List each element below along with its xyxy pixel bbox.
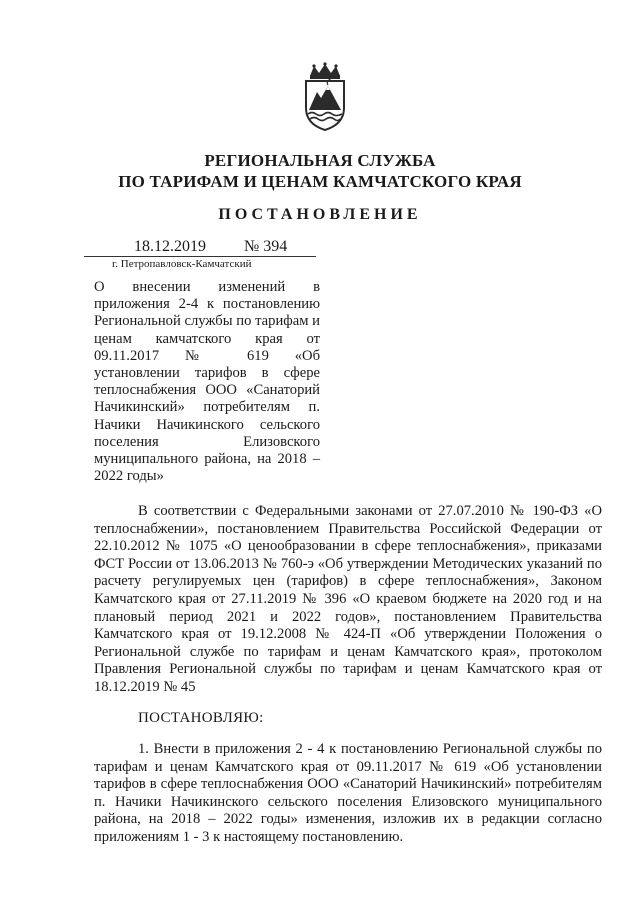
org-name-line1: РЕГИОНАЛЬНАЯ СЛУЖБА (204, 151, 436, 170)
city-label: г. Петропавловск-Камчатский (112, 258, 252, 270)
preamble-paragraph: В соответствии с Федеральными законами от 27.07.2010 № 190-ФЗ «О теплоснабжении», постановлением Правительства Российской Федерации от 22.10.2012 № 1075 «О ценообразовании в сфере теплоснабжения», приказами ФСТ России от 13.06.2013 № 760-э «Об утверждении Методических указаний по расчету регулируемых цен (тарифов) в сфере теплоснабжения», Законом Камчатского края от 27.11.2019 № 396 «О краевом бюджете на 2020 год и на плановый период 2021 и 2022 годов», постановлением Правительства Камчатского края от 19.12.2008 № 424-П «Об утверждении Положения о Региональной службе по тарифам и ценам Камчатского края», протоколом Правления Региональной службы по тарифам и ценам Камчатского края от 18.12.2019 № 45 (94, 503, 602, 695)
document-subject: О внесении изменений в приложения 2-4 к постановлению Региональной службы по тарифам и ценам камчатского края от 09.11.2017 № 619 «Об установлении тарифов в сфере теплоснабжения ООО «Санаторий Начикинский» потребителям п. Начики Начикинского сельского поселения Елизовского муниципального района, на 2018 – 2022 годы» (94, 279, 320, 485)
decree-word: ПОСТАНОВЛЯЮ: (138, 710, 264, 726)
kamchatka-coat-of-arms-icon (302, 62, 348, 132)
date-underline (84, 256, 316, 257)
document-date: 18.12.2019 (134, 238, 206, 255)
clause-1-paragraph: 1. Внести в приложения 2 - 4 к постановлению Региональной службы по тарифам и ценам Камчатского края от 09.11.2017 № 619 «Об установлении тарифов в сфере теплоснабжения ООО «Санаторий Начикинский» потребителям п. Начики Начикинского сельского поселения Елизовского муниципального района, на 2018 – 2022 годы» изменения, изложив их в редакции согласно приложениям 1 - 3 к настоящему постановлению. (94, 741, 602, 845)
document-type-title: ПОСТАНОВЛЕНИЕ (218, 206, 422, 223)
document-number: № 394 (244, 238, 288, 255)
org-name-line2: ПО ТАРИФАМ И ЦЕНАМ КАМЧАТСКОГО КРАЯ (118, 172, 522, 191)
